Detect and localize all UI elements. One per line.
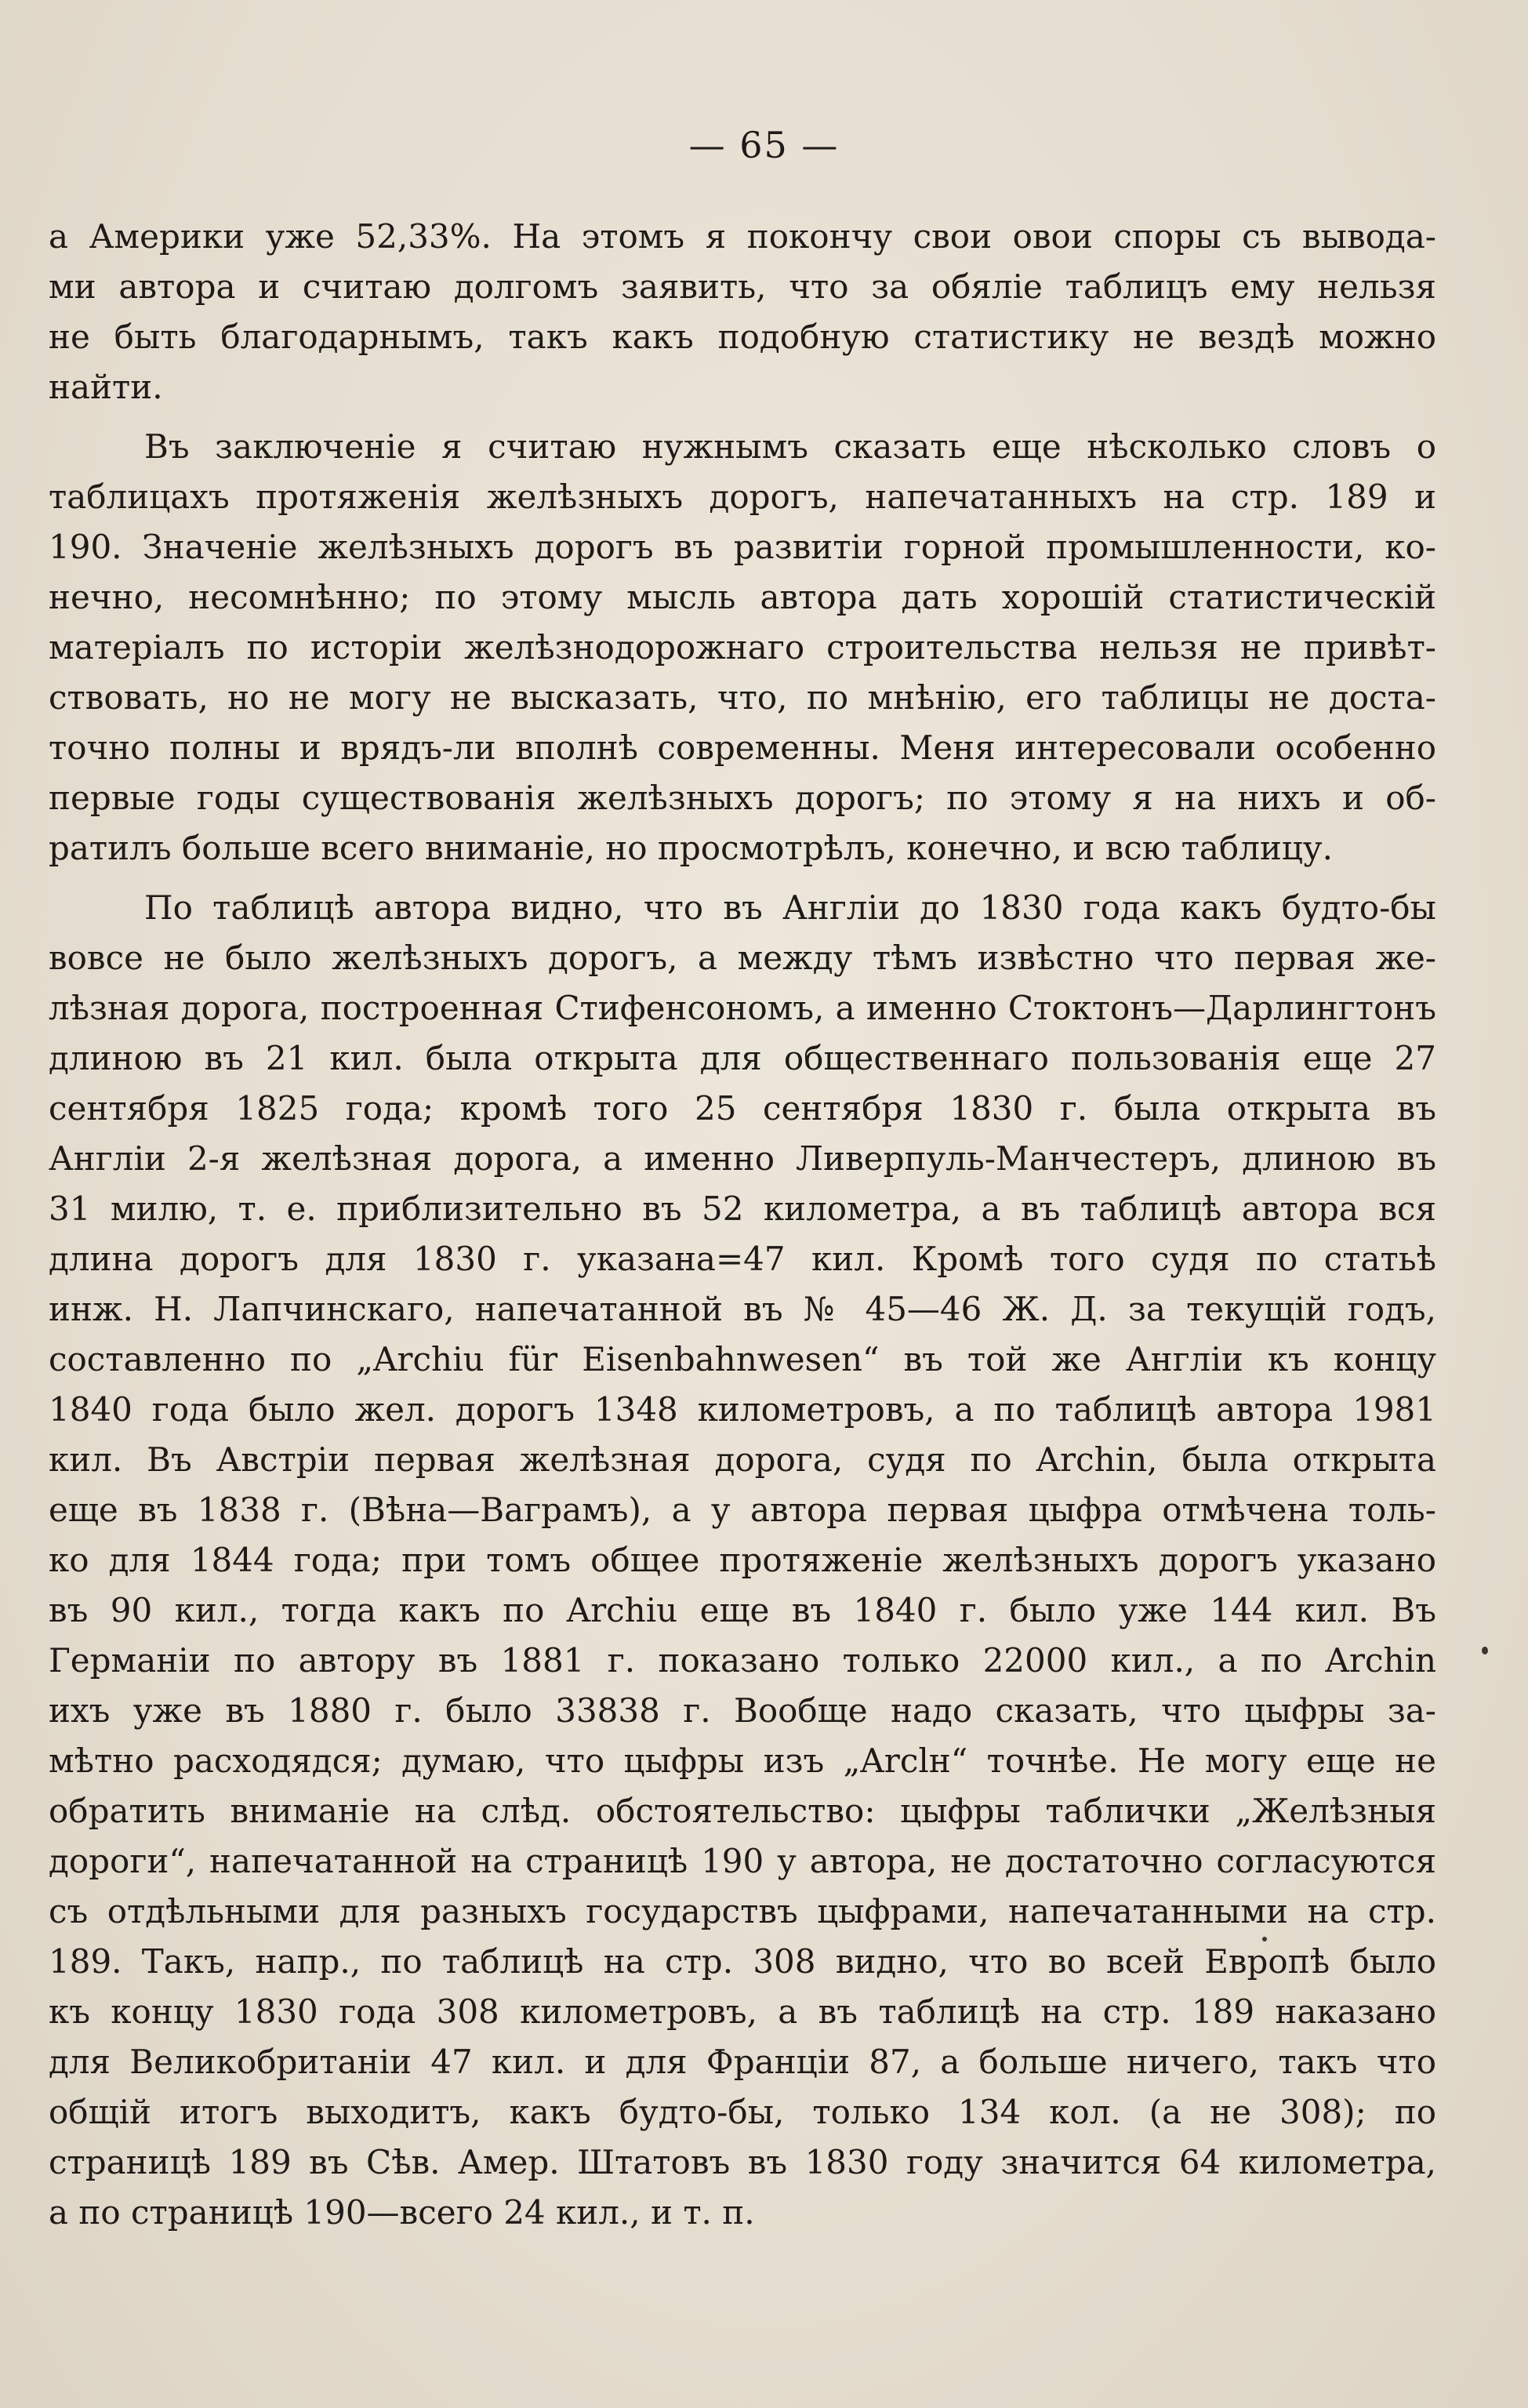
text-line: 31 милю, т. е. приблизительно въ 52 километра, а въ таблицѣ автора вся [49,1189,1436,1228]
text-line: вовсе не было желѣзныхъ дорогъ, а между тѣмъ извѣстно что первая же- [49,939,1436,977]
text-line: первые годы существованія желѣзныхъ дорогъ; по этому я на нихъ и об- [49,779,1436,817]
text-line: лѣзная дорога, построенная Стифенсономъ, а именно Стоктонъ—Дарлингтонъ [49,989,1436,1027]
text-line: Англіи 2-я желѣзная дорога, а именно Ливерпуль-Манчестеръ, длиною въ [49,1139,1436,1178]
text-line: не быть благодарнымъ, такъ какъ подобную статистику не вездѣ можно [49,318,1436,356]
text-line: Въ заключеніе я считаю нужнымъ сказать еще нѣсколько словъ о [144,427,1436,466]
ink-speck [1482,1647,1488,1654]
text-line: страницѣ 189 въ Сѣв. Амер. Штатовъ въ 1830 году значится 64 километра, [49,2143,1436,2181]
text-line: а Америки уже 52,33%. На этомъ я покончу свои овои споры съ вывода- [49,217,1436,256]
text-line: 1840 года было жел. дорогъ 1348 километровъ, а по таблицѣ автора 1981 [49,1390,1436,1429]
text-line: ко для 1844 года; при томъ общее протяженіе желѣзныхъ дорогъ указано [49,1541,1436,1579]
text-line: составленно по „Archiu für Eisenbahnwesen“ въ той же Англіи къ концу [49,1340,1436,1378]
page-number: — 65 — [688,124,840,166]
text-line: въ 90 кил., тогда какъ по Archiu еще въ 1840 г. было уже 144 кил. Въ [49,1591,1436,1629]
text-line: еще въ 1838 г. (Вѣна—Ваграмъ), а у автора первая цыфра отмѣчена толь- [49,1491,1436,1529]
text-line: а по страницѣ 190—всего 24 кил., и т. п. [49,2193,755,2232]
text-line: ми автора и считаю долгомъ заявить, что за обяліе таблицъ ему нельзя [49,267,1436,306]
text-line: точно полны и врядъ-ли вполнѣ современны. Меня интересовали особенно [49,728,1436,767]
paragraph-2 [49,422,1436,873]
paragraph-1 [49,212,1436,412]
text-line: общій итогъ выходитъ, какъ будто-бы, только 134 кол. (а не 308); по [49,2093,1436,2131]
text-line: сентября 1825 года; кромѣ того 25 сентября 1830 г. была открыта въ [49,1089,1436,1128]
text-line: инж. Н. Лапчинскаго, напечатанной въ № 45—46 Ж. Д. за текущій годъ, [49,1290,1436,1328]
text-line: ствовать, но не могу не высказать, что, по мнѣнію, его таблицы не доста- [49,678,1436,717]
text-line: найти. [49,368,163,406]
text-line: 189. Такъ, напр., по таблицѣ на стр. 308 видно, что во всей Европѣ было [49,1942,1436,1981]
text-line: нечно, несомнѣнно; по этому мысль автора дать хорошій статистическій [49,578,1436,616]
ink-speck [1262,1937,1267,1941]
text-line: Германіи по автору въ 1881 г. показано только 22000 кил., а по Archin [49,1641,1436,1680]
text-line: длина дорогъ для 1830 г. указана=47 кил. Кромѣ того судя по статьѣ [49,1240,1436,1278]
text-line: длиною въ 21 кил. была открыта для общественнаго пользованія еще 27 [49,1039,1436,1077]
text-line: мѣтно расходядся; думаю, что цыфры изъ „Arclн“ точнѣе. Не могу еще не [49,1742,1436,1780]
text-line: ихъ уже въ 1880 г. было 33838 г. Вообще надо сказать, что цыфры за- [49,1691,1436,1730]
text-line: обратить вниманіе на слѣд. обстоятельство: цыфры таблички „Желѣзныя [49,1792,1436,1830]
text-line: По таблицѣ автора видно, что въ Англіи до 1830 года какъ будто-бы [144,888,1436,927]
body-text [49,212,1436,2238]
text-line: таблицахъ протяженія желѣзныхъ дорогъ, напечатанныхъ на стр. 189 и [49,478,1436,516]
text-line: кил. Въ Австріи первая желѣзная дорога, судя по Archin, была открыта [49,1440,1436,1479]
text-line: съ отдѣльными для разныхъ государствъ цыфрами, напечатанными на стр. [49,1892,1436,1930]
text-line: 190. Значеніе желѣзныхъ дорогъ въ развитіи горной промышленности, ко- [49,528,1436,566]
text-line: дороги“, напечатанной на страницѣ 190 у автора, не достаточно согласуются [49,1842,1436,1880]
paragraph-3 [49,883,1436,2238]
text-line: матеріалъ по исторіи желѣзнодорожнаго строительства нельзя не привѣт- [49,628,1436,666]
text-line: ратилъ больше всего вниманіе, но просмотрѣлъ, конечно, и всю таблицу. [49,829,1333,867]
text-line: къ концу 1830 года 308 километровъ, а въ таблицѣ на стр. 189 наказано [49,1992,1436,2031]
text-line: для Великобританіи 47 кил. и для Франціи 87, а больше ничего, такъ что [49,2043,1436,2081]
